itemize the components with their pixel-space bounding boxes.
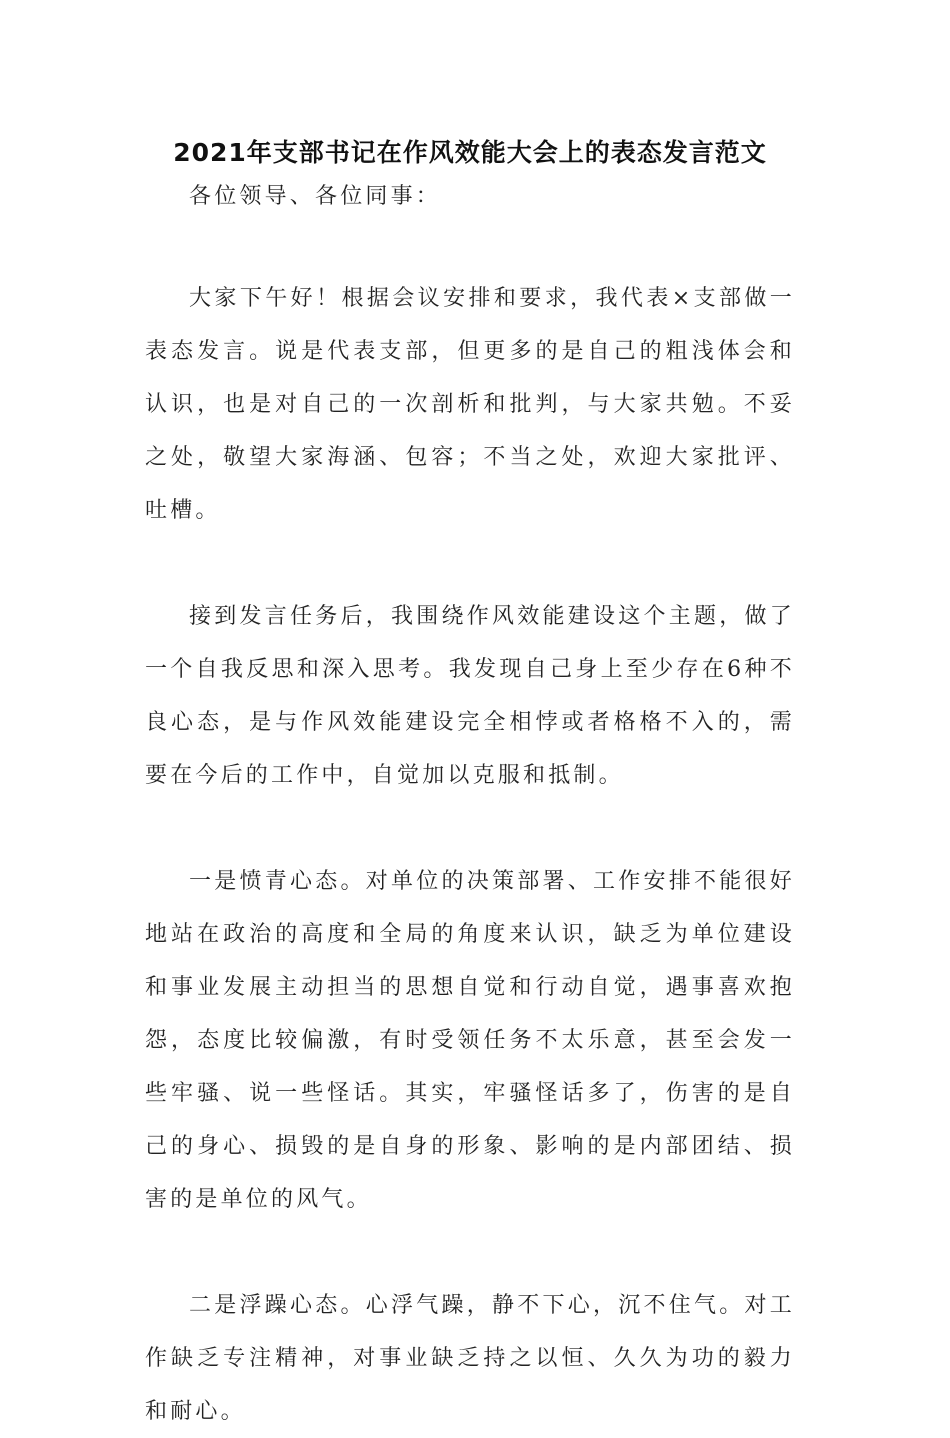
salutation: 各位领导、各位同事： bbox=[189, 184, 442, 209]
paragraph-opening: 大家下午好！根据会议安排和要求，我代表×支部做一表态发言。说是代表支部，但更多的是自己的粗浅体会和认识，也是对自己的一次剖析和批判，与大家共勉。不妥之处，敬望大家海涵、包容；不当之处，欢迎大家批评、吐槽。 bbox=[145, 286, 795, 523]
paragraph-mindset-1: 一是愤青心态。对单位的决策部署、工作安排不能很好地站在政治的高度和全局的角度来认识，缺乏为单位建设和事业发展主动担当的思想自觉和行动自觉，遇事喜欢抱怨，态度比较偏激，有时受领任务不太乐意，甚至会发一些牢骚、说一些怪话。其实，牢骚怪话多了，伤害的是自己的身心、损毁的是自身的形象、影响的是内部团结、损害的是单位的风气。 bbox=[145, 869, 795, 1212]
document-body bbox=[145, 170, 795, 1438]
document-title: 2021年支部书记在作风效能大会上的表态发言范文 bbox=[173, 138, 767, 167]
paragraph-mindset-2: 二是浮躁心态。心浮气躁，静不下心，沉不住气。对工作缺乏专注精神，对事业缺乏持之以恒、久久为功的毅力和耐心。 bbox=[145, 1293, 795, 1424]
paragraph-reflection: 接到发言任务后，我围绕作风效能建设这个主题，做了一个自我反思和深入思考。我发现自己身上至少存在6种不良心态，是与作风效能建设完全相悖或者格格不入的，需要在今后的工作中，自觉加以克服和抵制。 bbox=[145, 604, 795, 788]
